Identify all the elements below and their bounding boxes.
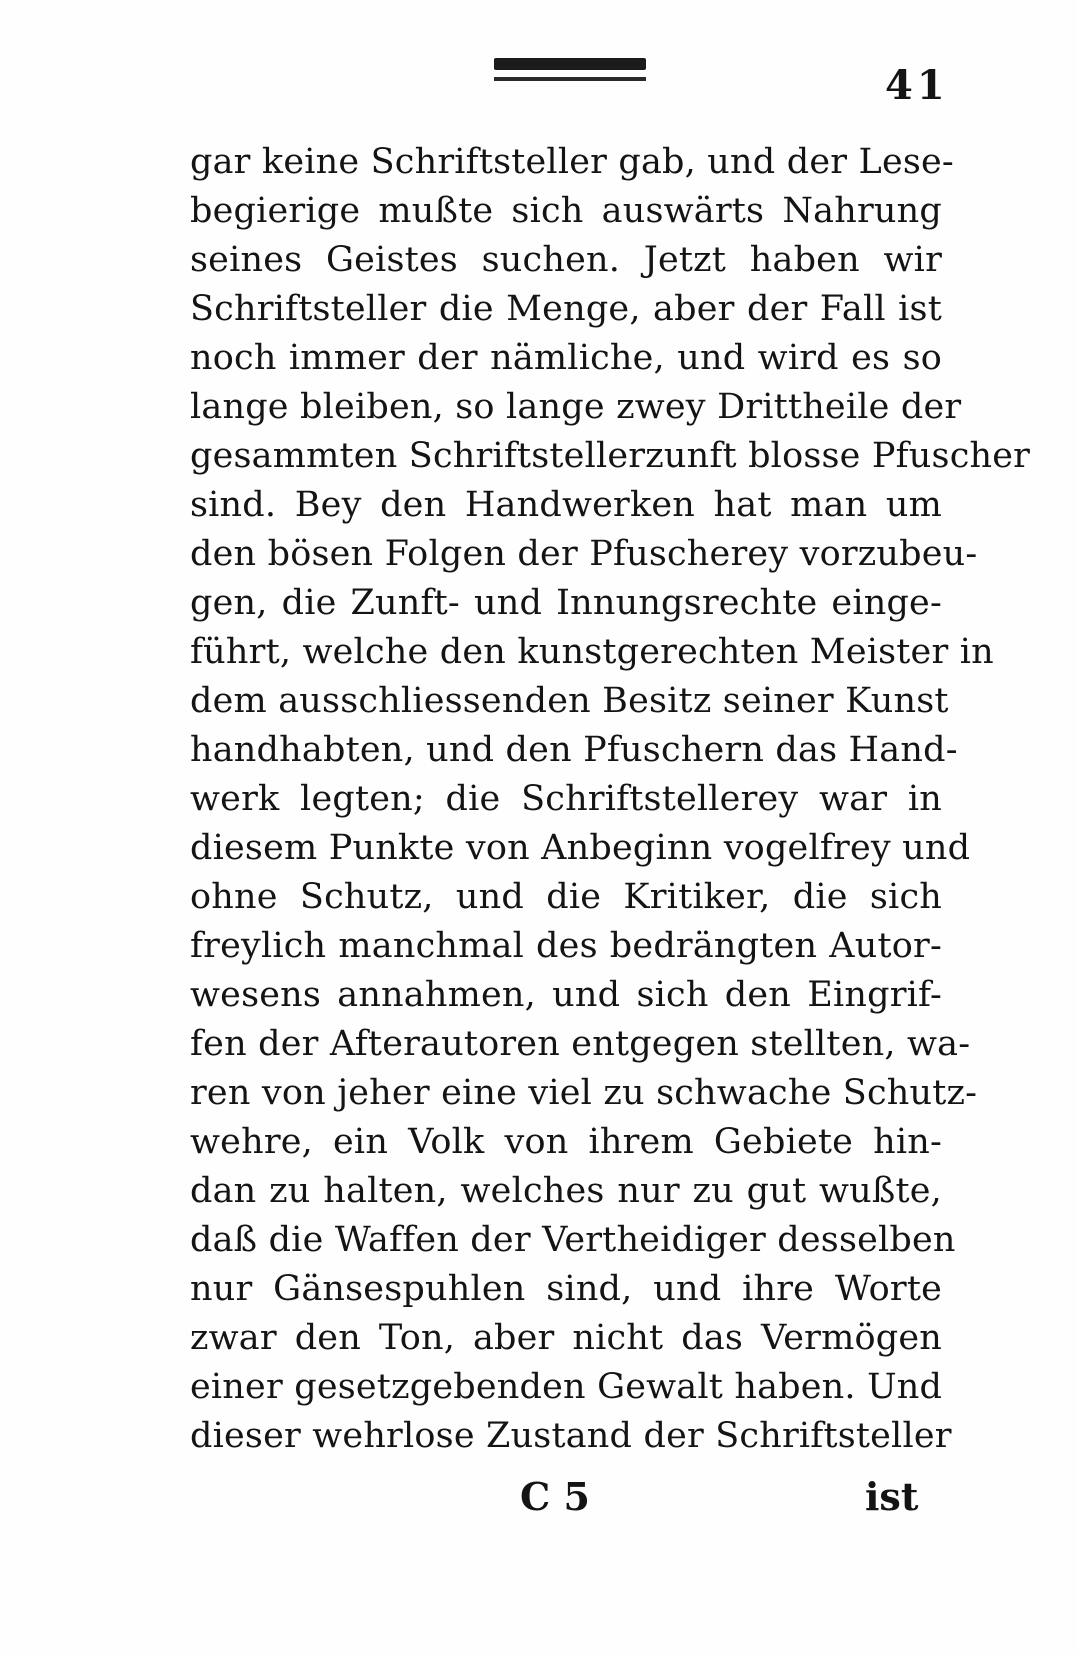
page-number: 41 bbox=[885, 62, 949, 109]
catchword: ist bbox=[865, 1474, 919, 1519]
text-line: lange bleiben, so lange zwey Drittheile der bbox=[190, 387, 962, 427]
text-line: gar keine Schriftsteller gab, und der Lese- bbox=[190, 142, 954, 182]
header-ornament-rule bbox=[494, 58, 646, 86]
text-line: dan zu halten, welches nur zu gut wußte, bbox=[190, 1171, 942, 1211]
text-line: sind. Bey den Handwerken hat man um bbox=[190, 485, 942, 525]
text-line: handhabten, und den Pfuschern das Hand- bbox=[190, 730, 958, 770]
text-line: ren von jeher eine viel zu schwache Schutz- bbox=[190, 1073, 978, 1113]
text-line: freylich manchmal des bedrängten Autor- bbox=[190, 926, 942, 966]
text-line: Schriftsteller die Menge, aber der Fall ist bbox=[190, 289, 942, 329]
text-line: gen, die Zunft- und Innungsrechte einge- bbox=[190, 583, 942, 623]
signature-mark: C 5 bbox=[520, 1474, 590, 1519]
text-line: den bösen Folgen der Pfuscherey vorzubeu- bbox=[190, 534, 978, 574]
text-line: gesammten Schriftstellerzunft blosse Pfuscher bbox=[190, 436, 1031, 476]
page-footer bbox=[0, 1474, 1077, 1524]
header-rule-thin bbox=[494, 77, 646, 81]
text-line: begierige mußte sich auswärts Nahrung bbox=[190, 191, 942, 231]
text-line: zwar den Ton, aber nicht das Vermögen bbox=[190, 1318, 942, 1358]
text-line: wehre, ein Volk von ihrem Gebiete hin- bbox=[190, 1122, 942, 1162]
text-line: fen der Afterautoren entgegen stellten, wa- bbox=[190, 1024, 971, 1064]
text-line: dieser wehrlose Zustand der Schriftsteller bbox=[190, 1416, 952, 1456]
text-line: wesens annahmen, und sich den Eingrif- bbox=[190, 975, 942, 1015]
text-line: einer gesetzgebenden Gewalt haben. Und bbox=[190, 1367, 943, 1407]
header-rule-thick bbox=[494, 58, 646, 70]
text-line: diesem Punkte von Anbeginn vogelfrey und bbox=[190, 828, 971, 868]
text-line: werk legten; die Schriftstellerey war in bbox=[190, 779, 942, 819]
body-text bbox=[190, 138, 1031, 1461]
text-line: nur Gänsespuhlen sind, und ihre Worte bbox=[190, 1269, 942, 1309]
text-line: führt, welche den kunstgerechten Meister in bbox=[190, 632, 994, 672]
text-line: seines Geistes suchen. Jetzt haben wir bbox=[190, 240, 942, 280]
text-line: ohne Schutz, und die Kritiker, die sich bbox=[190, 877, 942, 917]
text-line: daß die Waffen der Vertheidiger desselben bbox=[190, 1220, 956, 1260]
text-line: dem ausschliessenden Besitz seiner Kunst bbox=[190, 681, 949, 721]
text-line: noch immer der nämliche, und wird es so bbox=[190, 338, 942, 378]
